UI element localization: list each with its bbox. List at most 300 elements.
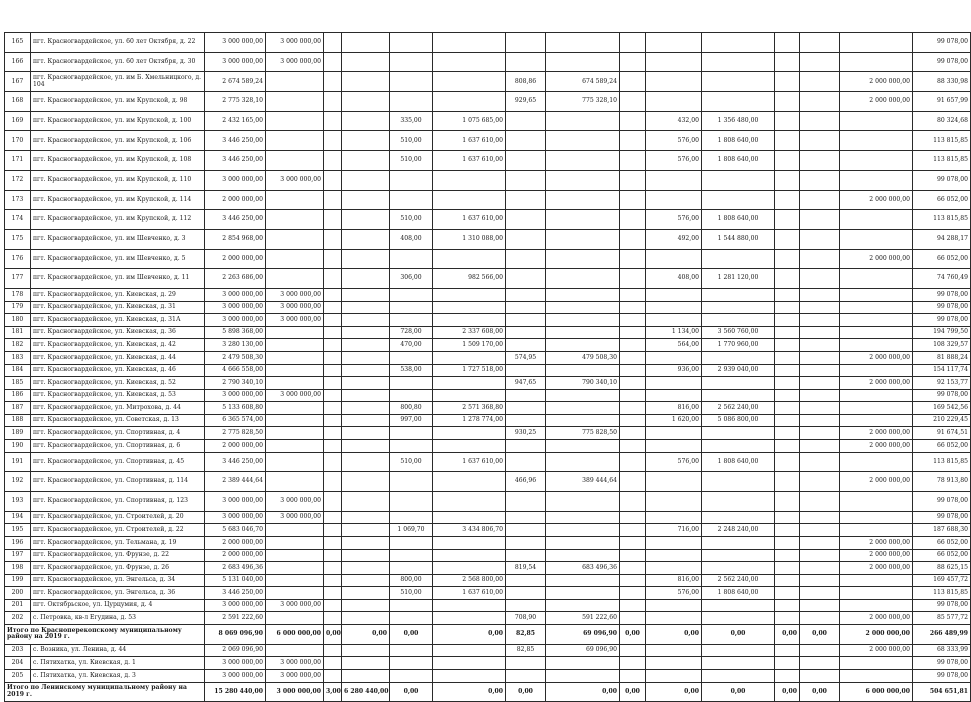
- value-cell: [342, 339, 390, 352]
- value-cell: [342, 229, 390, 249]
- value-cell: [800, 562, 840, 575]
- value-cell: [390, 52, 433, 72]
- value-cell: 2 591 222,60: [205, 612, 266, 625]
- value-cell: [342, 314, 390, 327]
- value-cell: [646, 314, 702, 327]
- value-cell: [390, 599, 433, 612]
- value-cell: 3 000 000,00: [205, 288, 266, 301]
- row-number: 181: [5, 326, 31, 339]
- row-number: 200: [5, 587, 31, 600]
- value-cell: [800, 72, 840, 92]
- value-cell: 1 808 640,00: [702, 131, 775, 151]
- row-number: 195: [5, 524, 31, 537]
- value-cell: 1 808 640,00: [702, 210, 775, 230]
- value-cell: [546, 587, 620, 600]
- value-cell: [800, 599, 840, 612]
- value-cell: 99 078,00: [913, 389, 971, 402]
- value-cell: [324, 190, 342, 210]
- value-cell: 99 078,00: [913, 314, 971, 327]
- value-cell: 66 052,00: [913, 549, 971, 562]
- row-number: 166: [5, 52, 31, 72]
- value-cell: [390, 511, 433, 524]
- row-number: 196: [5, 536, 31, 549]
- value-cell: 2 000 000,00: [840, 249, 913, 269]
- table-row: [5, 111, 971, 131]
- value-cell: [620, 669, 646, 682]
- value-cell: [506, 587, 546, 600]
- value-cell: [506, 288, 546, 301]
- value-cell: 683 496,36: [546, 562, 620, 575]
- table-row: [5, 657, 971, 670]
- value-cell: [324, 210, 342, 230]
- table-row: [5, 326, 971, 339]
- value-cell: [506, 111, 546, 131]
- value-cell: [324, 574, 342, 587]
- value-cell: [702, 644, 775, 657]
- value-cell: [646, 536, 702, 549]
- table-row: [5, 131, 971, 151]
- value-cell: [390, 301, 433, 314]
- value-cell: [620, 314, 646, 327]
- address-cell: пгт. Красногвардейское, ул. Энгельса, д. 34: [31, 574, 205, 587]
- value-cell: 3 000 000,00: [266, 599, 324, 612]
- value-cell: [620, 288, 646, 301]
- value-cell: [840, 511, 913, 524]
- value-cell: [390, 427, 433, 440]
- value-cell: 576,00: [646, 452, 702, 472]
- value-cell: [266, 72, 324, 92]
- value-cell: 1 808 640,00: [702, 587, 775, 600]
- value-cell: 0,00: [506, 682, 546, 702]
- value-cell: 78 913,80: [913, 472, 971, 492]
- value-cell: [620, 131, 646, 151]
- table-row: [5, 427, 971, 440]
- value-cell: [775, 52, 800, 72]
- value-cell: [506, 389, 546, 402]
- value-cell: [620, 72, 646, 92]
- value-cell: [506, 249, 546, 269]
- value-cell: [800, 440, 840, 453]
- value-cell: 0,00: [702, 625, 775, 645]
- value-cell: [800, 669, 840, 682]
- row-number: 203: [5, 644, 31, 657]
- value-cell: [775, 377, 800, 390]
- address-cell: пгт. Красногвардейское, ул. 60 лет Октября, д. 30: [31, 52, 205, 72]
- value-cell: [546, 524, 620, 537]
- row-number: 202: [5, 612, 31, 625]
- value-cell: [342, 549, 390, 562]
- table-row: [5, 170, 971, 190]
- value-cell: [266, 524, 324, 537]
- value-cell: [324, 524, 342, 537]
- value-cell: [620, 644, 646, 657]
- value-cell: [324, 657, 342, 670]
- table-row: [5, 389, 971, 402]
- value-cell: [646, 190, 702, 210]
- value-cell: 2 568 800,00: [433, 574, 506, 587]
- value-cell: [775, 524, 800, 537]
- value-cell: 576,00: [646, 131, 702, 151]
- value-cell: 1 808 640,00: [702, 151, 775, 171]
- value-cell: [775, 170, 800, 190]
- value-cell: [324, 472, 342, 492]
- value-cell: [266, 536, 324, 549]
- value-cell: 1 278 774,00: [433, 414, 506, 427]
- value-cell: [506, 669, 546, 682]
- value-cell: [506, 190, 546, 210]
- value-cell: [840, 111, 913, 131]
- value-cell: [775, 151, 800, 171]
- value-cell: [620, 440, 646, 453]
- row-number: 192: [5, 472, 31, 492]
- value-cell: [620, 587, 646, 600]
- value-cell: [324, 92, 342, 112]
- value-cell: [840, 599, 913, 612]
- value-cell: [800, 314, 840, 327]
- value-cell: 0,00: [646, 682, 702, 702]
- value-cell: [775, 427, 800, 440]
- value-cell: 3 000 000,00: [266, 33, 324, 53]
- value-cell: 68 333,99: [913, 644, 971, 657]
- row-number: 190: [5, 440, 31, 453]
- value-cell: 0,00: [433, 625, 506, 645]
- value-cell: [324, 440, 342, 453]
- value-cell: 576,00: [646, 151, 702, 171]
- value-cell: 2 000 000,00: [840, 549, 913, 562]
- value-cell: [546, 210, 620, 230]
- value-cell: [390, 562, 433, 575]
- value-cell: [506, 210, 546, 230]
- value-cell: 790 340,10: [546, 377, 620, 390]
- value-cell: [702, 249, 775, 269]
- value-cell: 82,85: [506, 644, 546, 657]
- value-cell: 169 457,72: [913, 574, 971, 587]
- value-cell: [266, 229, 324, 249]
- value-cell: 564,00: [646, 339, 702, 352]
- address-cell: пгт. Красногвардейское, ул. им Крупской, д. 108: [31, 151, 205, 171]
- row-number: 175: [5, 229, 31, 249]
- value-cell: [775, 511, 800, 524]
- value-cell: 3 000 000,00: [205, 389, 266, 402]
- value-cell: [702, 377, 775, 390]
- value-cell: [775, 562, 800, 575]
- value-cell: 1 637 610,00: [433, 587, 506, 600]
- value-cell: [840, 229, 913, 249]
- row-number: 205: [5, 669, 31, 682]
- value-cell: [800, 131, 840, 151]
- address-cell: пгт. Красногвардейское, ул. Строителей, д. 20: [31, 511, 205, 524]
- value-cell: [546, 269, 620, 289]
- row-number: 197: [5, 549, 31, 562]
- value-cell: 576,00: [646, 210, 702, 230]
- table-row: [5, 402, 971, 415]
- value-cell: [800, 229, 840, 249]
- value-cell: 3 000 000,00: [266, 511, 324, 524]
- value-cell: 816,00: [646, 402, 702, 415]
- value-cell: [546, 402, 620, 415]
- value-cell: [342, 269, 390, 289]
- table-row: [5, 574, 971, 587]
- value-cell: [506, 339, 546, 352]
- table-row: [5, 524, 971, 537]
- value-cell: 800,80: [390, 402, 433, 415]
- value-cell: 0,00: [646, 625, 702, 645]
- value-cell: [266, 131, 324, 151]
- value-cell: [840, 52, 913, 72]
- value-cell: [390, 249, 433, 269]
- value-cell: [324, 587, 342, 600]
- value-cell: [506, 269, 546, 289]
- value-cell: [840, 269, 913, 289]
- table-row: [5, 492, 971, 512]
- address-cell: пгт. Красногвардейское, ул. Митрохова, д. 44: [31, 402, 205, 415]
- value-cell: [506, 599, 546, 612]
- value-cell: 2 000 000,00: [840, 472, 913, 492]
- value-cell: [800, 269, 840, 289]
- value-cell: [324, 492, 342, 512]
- value-cell: [506, 131, 546, 151]
- value-cell: 3 000 000,00: [205, 599, 266, 612]
- value-cell: [342, 351, 390, 364]
- row-number: 177: [5, 269, 31, 289]
- value-cell: [702, 612, 775, 625]
- address-cell: с. Возника, ул. Ленина, д. 44: [31, 644, 205, 657]
- value-cell: 113 815,85: [913, 452, 971, 472]
- value-cell: [800, 210, 840, 230]
- value-cell: 0,00: [433, 682, 506, 702]
- value-cell: 187 688,30: [913, 524, 971, 537]
- value-cell: 2 571 368,80: [433, 402, 506, 415]
- value-cell: [646, 72, 702, 92]
- value-cell: [800, 111, 840, 131]
- value-cell: [390, 190, 433, 210]
- value-cell: [702, 536, 775, 549]
- value-cell: [433, 472, 506, 492]
- value-cell: [266, 452, 324, 472]
- value-cell: [646, 33, 702, 53]
- value-cell: [342, 389, 390, 402]
- row-number: 172: [5, 170, 31, 190]
- value-cell: 66 052,00: [913, 536, 971, 549]
- value-cell: 113 815,85: [913, 151, 971, 171]
- value-cell: [266, 377, 324, 390]
- value-cell: [620, 339, 646, 352]
- value-cell: [840, 657, 913, 670]
- value-cell: 2 683 496,36: [205, 562, 266, 575]
- value-cell: 194 799,50: [913, 326, 971, 339]
- value-cell: 3,00: [324, 682, 342, 702]
- value-cell: [775, 536, 800, 549]
- value-cell: [390, 377, 433, 390]
- value-cell: [800, 402, 840, 415]
- value-cell: 2 432 165,00: [205, 111, 266, 131]
- program-table: [4, 32, 971, 702]
- value-cell: 3 000 000,00: [266, 389, 324, 402]
- value-cell: [546, 151, 620, 171]
- value-cell: 3 000 000,00: [205, 301, 266, 314]
- value-cell: 775 828,50: [546, 427, 620, 440]
- value-cell: [433, 612, 506, 625]
- value-cell: 99 078,00: [913, 301, 971, 314]
- value-cell: [702, 427, 775, 440]
- value-cell: [800, 151, 840, 171]
- value-cell: [342, 657, 390, 670]
- value-cell: [342, 210, 390, 230]
- value-cell: 470,00: [390, 339, 433, 352]
- value-cell: [324, 427, 342, 440]
- value-cell: [433, 33, 506, 53]
- value-cell: [342, 131, 390, 151]
- value-cell: [506, 229, 546, 249]
- value-cell: [800, 574, 840, 587]
- value-cell: [324, 269, 342, 289]
- value-cell: [620, 612, 646, 625]
- value-cell: [840, 288, 913, 301]
- value-cell: [390, 536, 433, 549]
- value-cell: [342, 364, 390, 377]
- value-cell: 266 489,99: [913, 625, 971, 645]
- value-cell: [620, 111, 646, 131]
- value-cell: 3 446 250,00: [205, 131, 266, 151]
- total-label: Итого по Ленинскому муниципальному району на 2019 г.: [5, 682, 205, 702]
- value-cell: [324, 351, 342, 364]
- value-cell: [775, 549, 800, 562]
- value-cell: [506, 414, 546, 427]
- value-cell: [342, 427, 390, 440]
- value-cell: [800, 52, 840, 72]
- value-cell: [775, 599, 800, 612]
- value-cell: [775, 351, 800, 364]
- value-cell: [702, 301, 775, 314]
- value-cell: [342, 377, 390, 390]
- value-cell: [506, 511, 546, 524]
- value-cell: [342, 249, 390, 269]
- value-cell: [702, 33, 775, 53]
- table-row: [5, 644, 971, 657]
- value-cell: [506, 524, 546, 537]
- value-cell: [620, 574, 646, 587]
- value-cell: [390, 92, 433, 112]
- value-cell: 3 000 000,00: [205, 33, 266, 53]
- table-row: [5, 229, 971, 249]
- value-cell: [266, 269, 324, 289]
- value-cell: [620, 269, 646, 289]
- address-cell: пгт. Красногвардейское, ул. Киевская, д. 52: [31, 377, 205, 390]
- value-cell: [546, 452, 620, 472]
- value-cell: [620, 229, 646, 249]
- value-cell: 0,00: [390, 682, 433, 702]
- value-cell: [646, 549, 702, 562]
- row-number: 194: [5, 511, 31, 524]
- value-cell: [546, 33, 620, 53]
- value-cell: [646, 288, 702, 301]
- address-cell: пгт. Красногвардейское, ул. Фрунзе, д. 26: [31, 562, 205, 575]
- value-cell: [546, 389, 620, 402]
- value-cell: 2 939 040,00: [702, 364, 775, 377]
- value-cell: [266, 151, 324, 171]
- value-cell: 1 808 640,00: [702, 452, 775, 472]
- value-cell: 775 328,10: [546, 92, 620, 112]
- row-number: 167: [5, 72, 31, 92]
- value-cell: 408,00: [390, 229, 433, 249]
- value-cell: 492,00: [646, 229, 702, 249]
- value-cell: 510,00: [390, 131, 433, 151]
- value-cell: 2 000 000,00: [840, 612, 913, 625]
- value-cell: [546, 249, 620, 269]
- value-cell: [840, 587, 913, 600]
- value-cell: [324, 326, 342, 339]
- value-cell: 510,00: [390, 151, 433, 171]
- value-cell: 3 000 000,00: [205, 170, 266, 190]
- value-cell: [620, 414, 646, 427]
- value-cell: [324, 536, 342, 549]
- value-cell: [506, 170, 546, 190]
- value-cell: 2 000 000,00: [840, 562, 913, 575]
- address-cell: пгт. Красногвардейское, ул. Спортивная, д. 4: [31, 427, 205, 440]
- row-number: 184: [5, 364, 31, 377]
- value-cell: [546, 229, 620, 249]
- table-row: [5, 612, 971, 625]
- value-cell: [433, 536, 506, 549]
- value-cell: [775, 452, 800, 472]
- value-cell: [646, 492, 702, 512]
- value-cell: [266, 326, 324, 339]
- value-cell: [266, 111, 324, 131]
- value-cell: [324, 402, 342, 415]
- value-cell: [390, 33, 433, 53]
- value-cell: [342, 536, 390, 549]
- total-row: [5, 625, 971, 645]
- address-cell: пгт. Красногвардейское, ул. Фрунзе, д. 22: [31, 549, 205, 562]
- value-cell: [324, 644, 342, 657]
- value-cell: 2 674 589,24: [205, 72, 266, 92]
- row-number: 173: [5, 190, 31, 210]
- value-cell: 0,00: [800, 625, 840, 645]
- value-cell: [506, 574, 546, 587]
- value-cell: 3 000 000,00: [266, 52, 324, 72]
- value-cell: [324, 669, 342, 682]
- value-cell: 3 000 000,00: [205, 52, 266, 72]
- value-cell: [800, 492, 840, 512]
- value-cell: [775, 389, 800, 402]
- value-cell: 728,00: [390, 326, 433, 339]
- value-cell: [324, 389, 342, 402]
- value-cell: 0,00: [342, 625, 390, 645]
- table-row: [5, 33, 971, 53]
- total-row: [5, 682, 971, 702]
- value-cell: [775, 269, 800, 289]
- row-number: 169: [5, 111, 31, 131]
- value-cell: [324, 72, 342, 92]
- value-cell: 82,85: [506, 625, 546, 645]
- value-cell: [702, 314, 775, 327]
- value-cell: [342, 92, 390, 112]
- value-cell: 69 096,90: [546, 644, 620, 657]
- value-cell: [840, 364, 913, 377]
- value-cell: [800, 427, 840, 440]
- value-cell: [840, 402, 913, 415]
- value-cell: [342, 452, 390, 472]
- value-cell: [546, 288, 620, 301]
- value-cell: [433, 669, 506, 682]
- value-cell: [390, 351, 433, 364]
- value-cell: [775, 326, 800, 339]
- value-cell: [840, 210, 913, 230]
- value-cell: [800, 524, 840, 537]
- value-cell: [324, 52, 342, 72]
- value-cell: [620, 599, 646, 612]
- value-cell: [702, 389, 775, 402]
